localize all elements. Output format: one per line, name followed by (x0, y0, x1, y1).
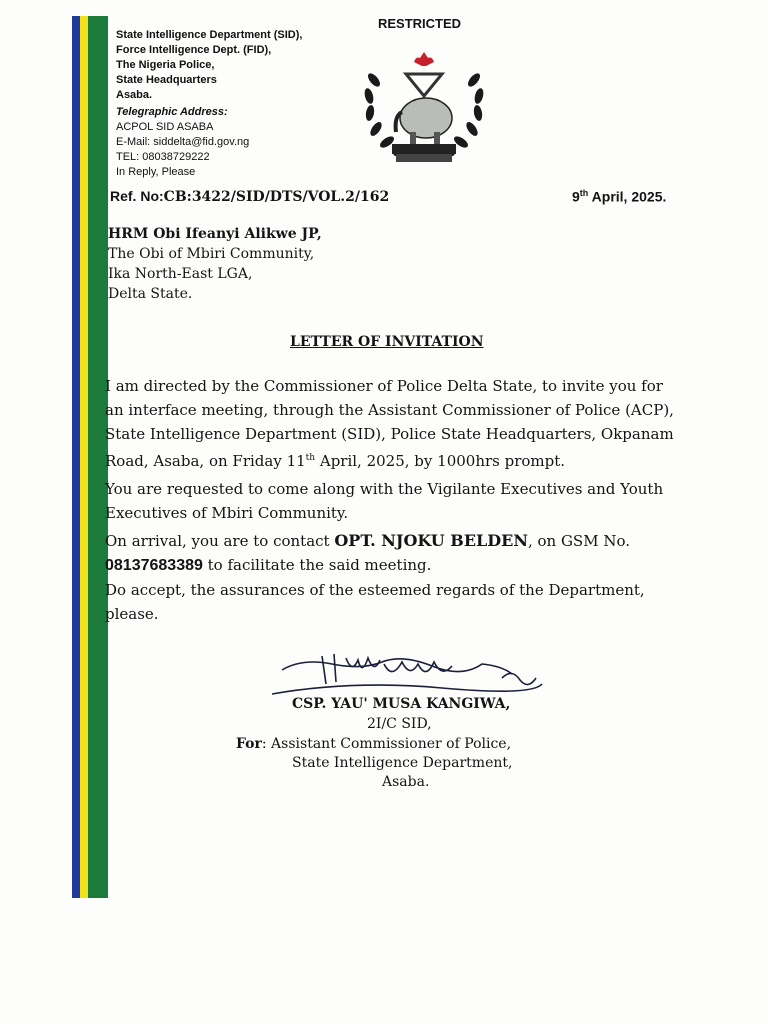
body-text: April, 2025, by 1000hrs prompt. (315, 452, 566, 470)
reference-number (110, 188, 389, 205)
letter-body (105, 374, 735, 626)
signatory-name: CSP. YAU' MUSA KANGIWA, (292, 696, 511, 712)
body-line: please. (105, 605, 159, 623)
date-rest: April, 2025. (591, 188, 667, 205)
contact-line: ACPOL SID ASABA (116, 121, 214, 133)
recipient-name: HRM Obi Ifeanyi Alikwe JP, (108, 226, 322, 242)
for-rest: : Assistant Commissioner of Police, (261, 736, 512, 752)
body-line (105, 529, 735, 553)
body-line: Executives of Mbiri Community. (105, 504, 349, 522)
body-text: , on GSM No. (527, 532, 630, 550)
letter-title: LETTER OF INVITATION (290, 334, 484, 350)
restricted-label: RESTRICTED (378, 16, 462, 31)
contact-name: OPT. NJOKU BELDEN (334, 531, 528, 550)
signatory-for (236, 734, 511, 754)
org-line: State Headquarters (116, 74, 217, 86)
org-line: The Nigeria Police, (116, 59, 215, 71)
stripe-blue (72, 16, 80, 898)
ref-label: Ref. No: (110, 188, 164, 204)
email-line: E-Mail: siddelta@fid.gov.ng (116, 136, 250, 148)
body-line: You are requested to come along with the Vigilante Executives and Youth (105, 480, 664, 498)
contact-phone: 08137683389 (105, 557, 203, 574)
org-line: State Intelligence Department (SID), (116, 29, 303, 41)
org-line: Force Intelligence Dept. (FID), (116, 44, 272, 56)
recipient-line: Ika North-East LGA, (108, 266, 253, 282)
ref-value: CB:3422/SID/DTS/VOL.2/162 (163, 189, 390, 205)
body-line: an interface meeting, through the Assistant Commissioner of Police (ACP), (105, 401, 674, 419)
body-line (105, 446, 735, 473)
letter-date (572, 188, 666, 205)
body-line: I am directed by the Commissioner of Police Delta State, to invite you for (105, 377, 663, 395)
body-line: State Intelligence Department (SID), Police State Headquarters, Okpanam (105, 425, 674, 443)
signatory-rank: 2I/C SID, (367, 716, 432, 732)
telegraphic-label: Telegraphic Address: (116, 106, 228, 118)
letterhead (116, 28, 302, 180)
body-line: Do accept, the assurances of the esteemed regards of the Department, (105, 581, 645, 599)
signatory-city: Asaba. (382, 774, 430, 790)
body-superscript: th (305, 453, 316, 463)
police-crest-icon (362, 52, 486, 166)
for-label: For (236, 736, 262, 752)
reply-line: In Reply, Please (116, 166, 196, 178)
org-line: Asaba. (116, 89, 153, 101)
body-text: Road, Asaba, on Friday 11 (105, 452, 306, 470)
date-day: 9 (572, 188, 580, 205)
tel-line: TEL: 08038729222 (116, 151, 210, 163)
body-text: On arrival, you are to contact (105, 532, 335, 550)
date-suffix: th (579, 188, 589, 198)
stripe-yellow (80, 16, 88, 898)
body-line (105, 553, 735, 578)
recipient-line: The Obi of Mbiri Community, (108, 246, 315, 262)
body-text: to facilitate the said meeting. (202, 556, 432, 574)
recipient-address (108, 224, 322, 304)
recipient-line: Delta State. (108, 286, 193, 302)
signatory-department: State Intelligence Department, (292, 755, 513, 771)
